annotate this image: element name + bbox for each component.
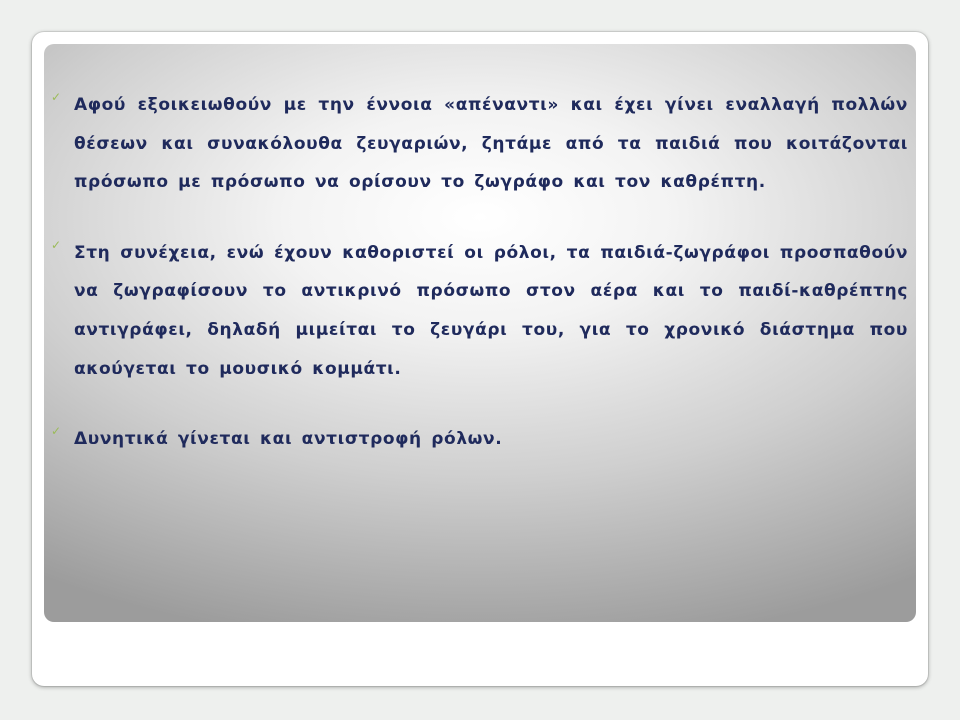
bullet-text: Αφού εξοικειωθούν με την έννοια «απέναντι» και έχει γίνει εναλλαγή πολλών θέσεων και συνακόλουθα ζευγαριών, ζητάμε από τα παιδιά που κοιτάζονται πρόσωπο με πρόσωπο να ορίσουν το ζωγράφο και τον καθρέπτη.: [74, 95, 908, 193]
bullet-text: Στη συνέχεια, ενώ έχουν καθοριστεί οι ρόλοι, τα παιδιά-ζωγράφοι προσπαθούν να ζωγραφίσουν το αντικρινό πρόσωπο στον αέρα και το παιδί-καθρέπτης αντιγράφει, δηλαδή μιμείται το ζευγάρι του, για το χρονικό διάστημα που ακούγεται το μουσικό κομμάτι.: [74, 242, 908, 379]
content-panel: [44, 44, 916, 622]
bullet-item-3: [44, 420, 916, 459]
check-icon: ✓: [51, 90, 62, 104]
bullet-text: Δυνητικά γίνεται και αντιστροφή ρόλων.: [74, 429, 503, 450]
bullet-item-1: [44, 86, 916, 202]
check-icon: ✓: [51, 424, 62, 439]
check-icon: ✓: [51, 237, 62, 252]
bullet-list: [44, 86, 916, 491]
bullet-item-2: [44, 234, 916, 388]
